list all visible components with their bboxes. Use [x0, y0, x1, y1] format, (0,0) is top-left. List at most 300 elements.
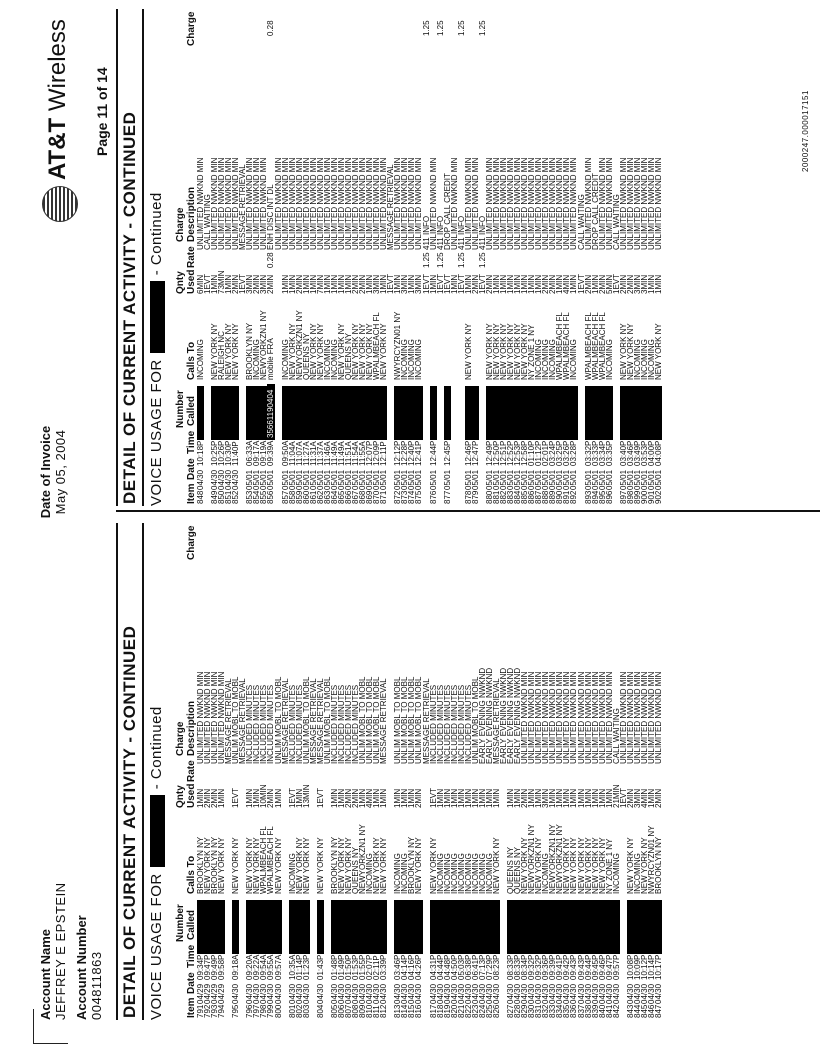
- calls-to: BROOKLYN NY: [245, 322, 255, 380]
- calls-to: WPALMBEACH FL: [597, 312, 607, 380]
- table-row: [606, 523, 613, 1020]
- quantity-used: 1MIN: [534, 788, 544, 808]
- redaction-box: [521, 900, 528, 954]
- quantity-used: 1MIN: [407, 274, 417, 294]
- quantity-used: 1MIN: [224, 274, 234, 294]
- redaction-box: [232, 386, 239, 440]
- item-number: 856: [266, 490, 276, 504]
- redaction-box: [408, 900, 415, 954]
- item-number: 850: [217, 490, 227, 504]
- redaction-box: [514, 386, 521, 440]
- table-row: [613, 9, 620, 506]
- call-time: 09:43P: [576, 954, 586, 980]
- calls-to: NEW YORK NY: [336, 323, 346, 380]
- calls-to: NEW YORK NY: [203, 837, 213, 894]
- call-time: 10:08P: [625, 954, 635, 980]
- call-date: 05/01: [534, 469, 544, 490]
- calls-to: NEW YORK NY: [576, 837, 586, 894]
- calls-to: NEWYORKZN1 NY: [548, 824, 558, 894]
- charge-description: UNLIMITED NWKND MIN: [231, 157, 241, 250]
- call-time: 04:08P: [654, 440, 664, 466]
- quantity-used: 1MIN: [273, 788, 283, 808]
- quantity-used: 1MIN: [590, 274, 600, 294]
- calls-to: INCOMING: [541, 853, 551, 894]
- call-date: 05/01: [329, 469, 339, 490]
- item-number: 865: [336, 490, 346, 504]
- redaction-box: [563, 900, 570, 954]
- invoice-page: [36, 12, 816, 1022]
- call-time: 09:36P: [541, 954, 551, 980]
- redaction-box: [507, 386, 514, 440]
- item-number: 839: [590, 1004, 600, 1018]
- call-date: 05/01: [358, 469, 368, 490]
- call-time: 12:46P: [463, 440, 473, 466]
- table-row: [380, 9, 387, 506]
- item-number: 848: [196, 490, 205, 504]
- charge-description: UNLIMITED NWKND MIN: [590, 671, 600, 764]
- call-time: 11:07A: [294, 441, 304, 466]
- calls-to: BROOKLYN NY: [654, 836, 664, 894]
- redaction-box: [211, 386, 218, 440]
- call-date: 05/01: [287, 469, 297, 490]
- charge-description: INCLUDED MINUTES: [463, 684, 473, 764]
- calls-to: INCOMING: [407, 339, 417, 380]
- item-number: 821: [456, 1004, 466, 1018]
- call-time: 12:49P: [484, 440, 494, 466]
- table-row: [655, 523, 662, 1020]
- calls-to: WPALMBEACH FL: [590, 312, 600, 380]
- table-row: [401, 523, 408, 1020]
- item-number: 819: [442, 1004, 452, 1018]
- call-date: 04/30: [252, 983, 262, 1004]
- charge-description: MESSAGE RETRIEVAL: [386, 164, 396, 250]
- table-row: [366, 523, 373, 1020]
- charge-description: MESSAGE RETRIEVAL: [224, 678, 234, 764]
- call-time: 12:11P: [379, 441, 389, 466]
- section-title-continued: DETAIL OF CURRENT ACTIVITY - CONTINUED: [116, 9, 144, 506]
- calls-to: INCOMING: [611, 853, 621, 894]
- call-date: 05/01: [541, 469, 551, 490]
- table-row: [634, 523, 641, 1020]
- redaction-box: [211, 900, 218, 954]
- table-row: [563, 523, 570, 1020]
- call-date: 05/01: [372, 469, 382, 490]
- redaction-box: [542, 386, 549, 440]
- call-date: 05/01: [647, 469, 656, 490]
- redaction-box: [535, 900, 542, 954]
- charge-description: UNLIMITED NWKND MIN: [336, 157, 346, 250]
- charge-description: EARLY EVENING NWKND: [477, 667, 487, 764]
- charge-description: DROP CALL CREDIT: [590, 173, 600, 250]
- call-time: 03:49P: [632, 440, 642, 466]
- redaction-box: [528, 386, 535, 440]
- call-time: 09:39P: [548, 954, 558, 980]
- quantity-used: 3MIN: [414, 274, 424, 294]
- quantity-used: 2MIN: [231, 274, 241, 294]
- table-row: [317, 523, 324, 1020]
- redaction-box: [585, 386, 592, 440]
- calls-to: NEW YORK NY: [245, 837, 255, 894]
- rate: 1.25: [456, 252, 466, 268]
- call-date: 05/01: [604, 469, 614, 490]
- quantity-used: 1MIN: [604, 788, 614, 808]
- table-row: [535, 9, 542, 506]
- charge-description: UNLIM MOBL TO MOBL: [407, 676, 417, 764]
- charge-description: UNLIMITED NWKND MIN: [196, 671, 205, 764]
- item-number: 809: [358, 1004, 368, 1018]
- redaction-box: [303, 900, 310, 954]
- redaction-box: [437, 900, 444, 954]
- call-date: 04/30: [520, 983, 530, 1004]
- redaction-box: [352, 386, 359, 440]
- call-time: 09:34P: [196, 954, 205, 980]
- item-number: 846: [647, 1004, 656, 1018]
- call-time: 11:40P: [231, 441, 241, 466]
- item-number: 826: [491, 1004, 501, 1018]
- redaction-box: [338, 386, 345, 440]
- table-row: [570, 9, 577, 506]
- call-date: 04/30: [351, 983, 361, 1004]
- quantity-used: 1MIN: [569, 788, 579, 808]
- table-row: [345, 9, 352, 506]
- quantity-used: 4MIN: [562, 274, 572, 294]
- call-time: 09:19A: [259, 440, 269, 466]
- table-row: [641, 523, 648, 1020]
- redaction-box: [366, 386, 373, 440]
- calls-to: QUEENS NY: [301, 332, 311, 380]
- table-row: [465, 9, 472, 506]
- call-time: 03:35P: [604, 440, 614, 466]
- calls-to: BROOKLYN NY: [407, 836, 417, 894]
- table-row: [514, 9, 521, 506]
- left-column: [116, 523, 662, 1020]
- redaction-box: [606, 900, 613, 954]
- calls-to: INCOMING: [548, 339, 558, 380]
- call-date: 04/30: [407, 983, 417, 1004]
- item-number: 795: [231, 1004, 241, 1018]
- item-number: 806: [336, 1004, 346, 1018]
- charge-description: EARLY EVENING NWKND: [499, 667, 509, 764]
- call-time: 04:31P: [428, 954, 438, 980]
- item-number: 881: [491, 490, 501, 504]
- call-date: 04/30: [400, 983, 410, 1004]
- calls-to: INCOMING: [632, 339, 642, 380]
- item-number: 883: [506, 490, 516, 504]
- quantity-used: 1MIN: [393, 788, 403, 808]
- call-time: 12:45P: [442, 440, 452, 466]
- call-time: 03:25P: [555, 440, 565, 466]
- calls-to: INCOMING: [329, 339, 339, 380]
- table-row: [486, 523, 493, 1020]
- charge-description: UNLIMITED NWKND MIN: [414, 157, 424, 250]
- calls-to: INCOMING: [400, 339, 410, 380]
- charge-description: UNLIMITED NWKND MIN: [217, 157, 227, 250]
- quantity-used: 4MIN: [365, 788, 375, 808]
- calls-to: NEW YORK NY: [336, 837, 346, 894]
- charge-description: UNLIMITED NWKND MIN: [506, 157, 516, 250]
- quantity-used: 1MIN: [527, 788, 537, 808]
- call-date: 05/01: [569, 469, 579, 490]
- item-number: 820: [449, 1004, 459, 1018]
- call-time: 12:58P: [520, 440, 530, 466]
- call-date: 04/30: [428, 983, 438, 1004]
- quantity-used: 3MIN: [632, 788, 642, 808]
- calls-to: INCOMING: [400, 853, 410, 894]
- redaction-box: [620, 386, 627, 440]
- table-row: [521, 523, 528, 1020]
- table-row: [387, 523, 394, 1020]
- call-time: 03:39P: [379, 954, 389, 980]
- call-time: 03:46P: [625, 440, 635, 466]
- call-date: 04/30: [414, 983, 424, 1004]
- quantity-used: 2MIN: [583, 274, 593, 294]
- charge-description: UNLIMITED NWKND MIN: [513, 157, 523, 250]
- redaction-box: [570, 900, 577, 954]
- item-number: 841: [604, 1004, 614, 1018]
- call-date: 05/01: [506, 469, 516, 490]
- quantity-used: 1MIN: [358, 788, 368, 808]
- table-row: [627, 9, 634, 506]
- call-time: 08:33P: [506, 954, 516, 980]
- item-number: 849: [210, 490, 220, 504]
- item-number: 885: [520, 490, 530, 504]
- call-time: 12:53P: [513, 440, 523, 466]
- call-time: 03:53P: [639, 440, 649, 466]
- call-date: 04/30: [287, 983, 297, 1004]
- call-date: 04/30: [470, 983, 480, 1004]
- call-time: 09:47P: [203, 954, 213, 980]
- table-row: [303, 523, 310, 1020]
- quantity-used: 13MIN: [301, 784, 311, 808]
- item-number: 833: [548, 1004, 558, 1018]
- call-time: 11:37A: [315, 441, 325, 466]
- charge-description: UNLIMITED NWKND MIN: [562, 157, 572, 250]
- quantity-used: 3MIN: [245, 274, 255, 294]
- redaction-box: [549, 900, 556, 954]
- redaction-box: [655, 900, 662, 954]
- call-time: 12:07P: [365, 440, 375, 466]
- charge-description: UNLIMITED NWKND MIN: [196, 157, 205, 250]
- redaction-box: [592, 900, 599, 954]
- item-number: 815: [407, 1004, 417, 1018]
- quantity-used: 1MIN: [590, 788, 600, 808]
- redaction-box: [563, 386, 570, 440]
- charge-description: INCLUDED MINUTES: [252, 684, 262, 764]
- charge-description: UNLIMITED NWKND MIN: [583, 157, 593, 250]
- calls-to: NWYRCYZN01 NY: [647, 825, 656, 894]
- quantity-used: 1EVT: [231, 787, 241, 808]
- charge-description: UNLIMITED NWKND MIN: [618, 671, 628, 764]
- charge-description: UNLIMITED NWKND MIN: [329, 157, 339, 250]
- call-date: 04/30: [210, 469, 220, 490]
- calls-to: INCOMING: [435, 853, 445, 894]
- call-date: 05/01: [442, 469, 452, 490]
- redaction-box: [458, 900, 465, 954]
- item-number: 813: [393, 1004, 403, 1018]
- charge-description: UNLIMITED NWKND MIN: [555, 671, 565, 764]
- table-row: [599, 523, 606, 1020]
- item-number: 807: [343, 1004, 353, 1018]
- redaction-box: [408, 386, 415, 440]
- table-row: [232, 9, 239, 506]
- redaction-box: [415, 900, 422, 954]
- call-time: 04:26P: [414, 954, 424, 980]
- quantity-used: 2MIN: [484, 274, 494, 294]
- quantity-used: 2MIN: [625, 788, 635, 808]
- table-row: [613, 523, 620, 1020]
- charge-description: UNLIMITED NWKND MIN: [463, 157, 473, 250]
- table-row: [366, 9, 373, 506]
- charge-description: UNLIMITED NWKND MIN: [520, 157, 530, 250]
- redaction-box: [444, 386, 451, 440]
- charge-description: UNLIMITED NWKND MIN: [569, 671, 579, 764]
- call-date: 05/01: [301, 469, 311, 490]
- call-time: 12:44P: [428, 440, 438, 466]
- calls-to: NEW YORK NY: [315, 323, 325, 380]
- call-time: 09:22A: [252, 954, 262, 980]
- redaction-box: [648, 900, 655, 954]
- table-row: [437, 523, 444, 1020]
- item-number: 801: [287, 1004, 297, 1018]
- quantity-used: 1MIN: [400, 788, 410, 808]
- charge-description: INCLUDED MINUTES: [266, 684, 276, 764]
- item-number: 828: [513, 1004, 523, 1018]
- call-time: 09:47P: [604, 954, 614, 980]
- table-row: [648, 523, 655, 1020]
- call-time: 12:12P: [393, 440, 403, 466]
- quantity-used: 2MIN: [654, 788, 664, 808]
- call-date: 05/01: [527, 469, 537, 490]
- quantity-used: 1EVT: [287, 787, 297, 808]
- table-row: [296, 523, 303, 1020]
- item-number: 823: [470, 1004, 480, 1018]
- call-time: 09:45P: [590, 954, 600, 980]
- table-row: [296, 9, 303, 506]
- item-number: 875: [414, 490, 424, 504]
- calls-to: NEW YORK NY: [520, 323, 530, 380]
- redaction-box: [275, 900, 282, 954]
- quantity-used: 2MIN: [252, 274, 262, 294]
- call-time: 02:07P: [365, 954, 375, 980]
- redaction-box: [415, 386, 422, 440]
- item-number: 902: [654, 490, 664, 504]
- call-date: 04/30: [294, 983, 304, 1004]
- call-date: 04/30: [506, 983, 516, 1004]
- quantity-used: 1MIN: [252, 788, 262, 808]
- charge-description: CALL WAITING: [611, 194, 621, 250]
- item-number: 860: [301, 490, 311, 504]
- redaction-box: [331, 386, 338, 440]
- quantity-used: 1EVT: [456, 273, 466, 294]
- item-number: 861: [308, 490, 318, 504]
- call-date: 04/30: [583, 983, 593, 1004]
- quantity-used: 3MIN: [400, 274, 410, 294]
- calls-to: NEW YORK NY: [365, 323, 375, 380]
- charge-description: UNLIMITED NWKND MIN: [294, 157, 304, 250]
- call-time: 01:14P: [294, 954, 304, 980]
- redaction-box: [232, 900, 239, 954]
- table-row: [394, 9, 401, 506]
- redaction-box: [373, 900, 380, 954]
- charge-description: UNLIM MOBL TO MOBL: [372, 676, 382, 764]
- charge-description: UNLIMITED NWKND MIN: [647, 157, 656, 250]
- redaction-box: [542, 900, 549, 954]
- table-row: [585, 9, 592, 506]
- call-time: 03:40P: [618, 440, 628, 466]
- redaction-box: [641, 900, 648, 954]
- item-number: 843: [625, 1004, 635, 1018]
- calls-to: WPALMBEACH FL: [259, 826, 269, 894]
- call-time: 09:44P: [583, 954, 593, 980]
- call-date: 04/30: [449, 983, 459, 1004]
- redaction-box: [401, 386, 408, 440]
- call-time: 11:49A: [336, 441, 346, 466]
- table-row: [218, 523, 225, 1020]
- charge-description: MESSAGE RETRIEVAL: [315, 678, 325, 764]
- call-date: 05/01: [407, 469, 417, 490]
- charge-description: UNLIMITED NWKND MIN: [520, 671, 530, 764]
- call-date: 04/30: [231, 469, 241, 490]
- call-time: 12:50P: [491, 440, 501, 466]
- call-time: 10:14P: [647, 954, 656, 980]
- charge-amount: 1.25: [477, 20, 487, 36]
- charge-description: UNLIMITED NWKND MIN: [625, 157, 635, 250]
- quantity-used: 1MIN: [534, 274, 544, 294]
- quantity-used: 2MIN: [358, 274, 368, 294]
- quantity-used: 2MIN: [210, 788, 220, 808]
- charge-description: CALL WAITING: [611, 708, 621, 764]
- table-row: [493, 523, 500, 1020]
- redaction-box: [655, 386, 662, 440]
- call-time: 03:28P: [569, 440, 579, 466]
- call-date: 05/01: [400, 469, 410, 490]
- calls-to: NEW YORK NY: [379, 323, 389, 380]
- quantity-used: 73MIN: [217, 270, 227, 294]
- charge-description: UNLIMITED NWKND MIN: [527, 671, 537, 764]
- item-number: 877: [442, 490, 452, 504]
- redaction-box: [289, 900, 296, 954]
- charge-description: UNLIM MOBL TO MOBL: [358, 676, 368, 764]
- call-date: 05/01: [499, 469, 509, 490]
- item-number: 872: [393, 490, 403, 504]
- page-number: Page 11 of 14: [94, 67, 110, 156]
- table-row: [282, 9, 289, 506]
- charge-description: UNLIMITED NWKND MIN: [555, 157, 565, 250]
- call-time: 09:32P: [527, 954, 537, 980]
- calls-to: NEW YORK NY: [534, 837, 544, 894]
- item-number: 867: [351, 490, 361, 504]
- redaction-box: [493, 900, 500, 954]
- charge-description: UNLIMITED NWKND MIN: [470, 157, 480, 250]
- quantity-used: 1EVT: [435, 273, 445, 294]
- item-number: 887: [534, 490, 544, 504]
- call-time: 10:35A: [287, 954, 297, 980]
- table-row: [331, 523, 338, 1020]
- table-row: [289, 523, 296, 1020]
- quantity-used: 1MIN: [329, 274, 339, 294]
- call-time: 01:55P: [358, 954, 368, 980]
- calls-to: NEWYORKZN1 NY: [358, 824, 368, 894]
- item-number: 894: [590, 490, 600, 504]
- charge-description: UNLIMITED NWKND MIN: [618, 157, 628, 250]
- table-row: [592, 9, 599, 506]
- charge-description: UNLIMITED NWKND MIN: [308, 157, 318, 250]
- table-row: [535, 523, 542, 1020]
- call-date: 05/01: [365, 469, 375, 490]
- item-number: 880: [484, 490, 494, 504]
- charge-description: UNLIM MOBL TO MOBL: [273, 676, 283, 764]
- table-row: [324, 9, 331, 506]
